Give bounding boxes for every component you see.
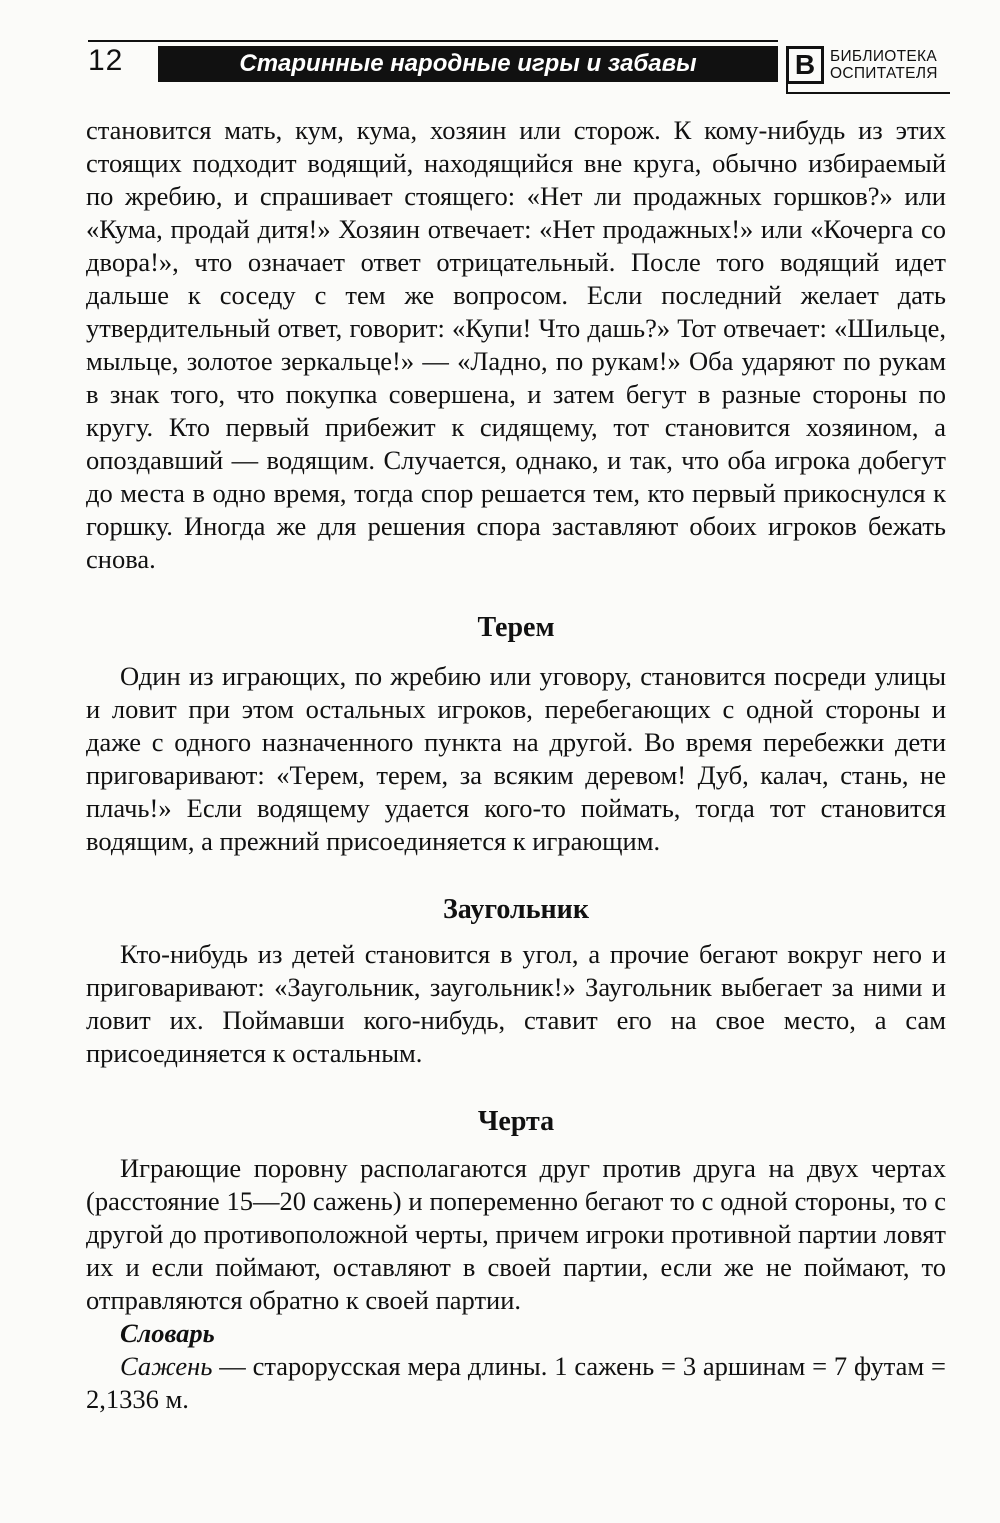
- dictionary-title: Словарь: [120, 1318, 215, 1348]
- logo-text: [830, 48, 938, 82]
- logo-line-2: ОСПИТАТЕЛЯ: [830, 65, 938, 82]
- dictionary-term: Сажень: [120, 1351, 213, 1381]
- logo-line-1: БИБЛИОТЕКА: [830, 48, 938, 65]
- logo-underline: [786, 92, 950, 94]
- logo-letter: В: [786, 46, 824, 84]
- page-header: [88, 40, 950, 96]
- section-text-zaugolnik: Кто-нибудь из детей становится в угол, а прочие бегают вокруг него и приговаривают: «Заугольник, заугольник!» Заугольник выбегает за ними и ловит их. Поймавши кого-нибудь, ставит его на свое место, а сам присоединяется к остальным.: [86, 939, 946, 1068]
- section-title-cherta: Черта: [477, 1106, 555, 1137]
- dictionary-definition: — старорусская мера длины. 1 сажень = 3 аршинам = 7 футам = 2,1336 м.: [86, 1351, 946, 1414]
- page-body: [86, 114, 946, 1416]
- page-number: 12: [88, 44, 124, 77]
- intro-paragraph: становится мать, кум, кума, хозяин или сторож. К кому-нибудь из этих стоящих подходит водящий, находящийся вне круга, обычно избираемый по жребию, и спрашивает стоящего: «Нет ли продажных горшков?» или «Кума, продай дитя!» Хозяин отвечает: «Нет продажных!» или «Кочерга со двора!», что означает ответ отрицательный. После того водящий идет дальше к соседу с тем же вопросом. Если последний желает дать утвердительный ответ, говорит: «Купи! Что дашь?» Тот отвечает: «Шильце, мыльце, золотое зеркальце!» — «Ладно, по рукам!» Оба ударяют по рукам в знак того, что покупка совершена, и затем бегут в разные стороны по кругу. Кто первый прибежит к сидящему, тот становится хозяином, а опоздавший — водящим. Случается, однако, и так, что оба игрока добегут до места в одно время, тогда спор решается тем, кто первый прикоснулся к горшку. Иногда же для решения спора заставляют обоих игроков бежать снова.: [86, 115, 946, 574]
- series-logo: [786, 46, 950, 96]
- section-title-zaugolnik: Заугольник: [443, 894, 589, 925]
- running-title: Старинные народные игры и забавы: [158, 46, 778, 82]
- header-rule: [88, 40, 778, 42]
- section-text-cherta: Играющие поровну располагаются друг против друга на двух чертах (расстояние 15—20 сажень) и попеременно бегают то с одной стороны, то с другой до противоположной черты, причем игроки противной партии ловят их и если поймают, оставляют в своей партии, если же не поймают, то отправляются обратно к своей партии.: [86, 1153, 946, 1315]
- section-text-terem: Один из играющих, по жребию или уговору, становится посреди улицы и ловит при этом остальных игроков, перебегающих с одной стороны и даже с одного назначенного пункта на другой. Во время перебежки дети приговаривают: «Терем, терем, за всяким деревом! Дуб, калач, стань, не плачь!» Если водящему удается кого-то поймать, тогда тот становится водящим, а прежний присоединяется к играющим.: [86, 661, 946, 856]
- section-title-terem: Терем: [477, 612, 555, 643]
- dictionary-entry: [86, 1350, 946, 1416]
